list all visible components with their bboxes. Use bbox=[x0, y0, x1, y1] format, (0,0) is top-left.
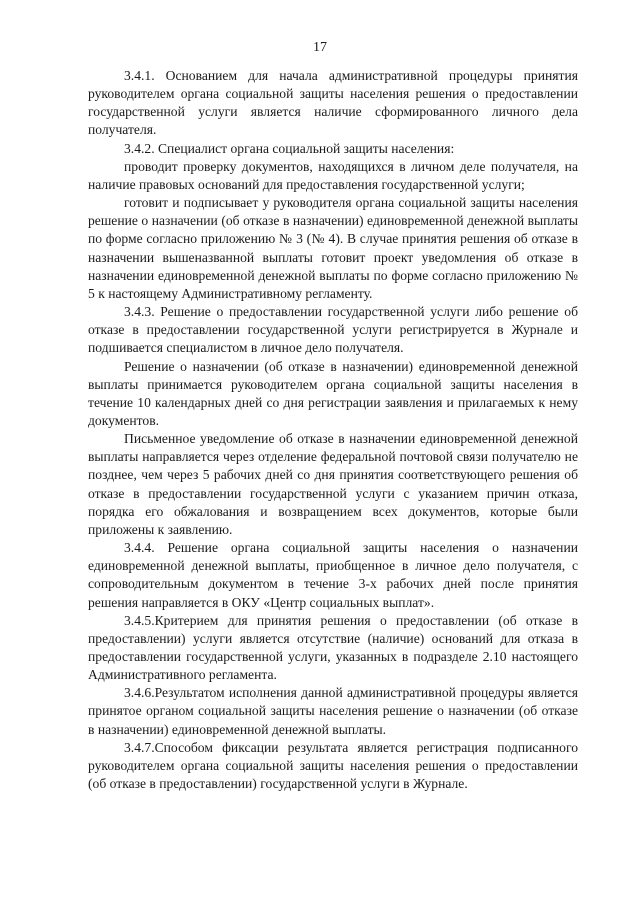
document-body bbox=[88, 67, 578, 793]
paragraph-document-check: проводит проверку документов, находящихся в личном деле получателя, на наличие правовых оснований для предоставления государственной услуги; bbox=[88, 158, 578, 192]
paragraph-3-4-3: 3.4.3. Решение о предоставлении государственной услуги либо решение об отказе в предоставлении государственной услуги регистрируется в Журнале и подшивается специалистом в личное дело получателя. bbox=[88, 304, 578, 356]
page-number: 17 bbox=[313, 40, 327, 55]
paragraph-refusal-notice: Письменное уведомление об отказе в назначении единовременной денежной выплаты направляется через отделение федеральной почтовой связи получателю не позднее, чем через 5 рабочих дней со дня принятия соответствующего решения об отказе в предоставлении государственной услуги с указанием причин отказа, порядка его обжалования и возвращением всех документов, которые были приложены к заявлению. bbox=[88, 431, 578, 537]
paragraph-3-4-7: 3.4.7.Способом фиксации результата является регистрация подписанного руководителем органа социальной защиты населения решения о предоставлении (об отказе в предоставлении) государственной услуги в Журнале. bbox=[88, 739, 578, 792]
paragraph-3-4-5: 3.4.5.Критерием для принятия решения о предоставлении (об отказе в предоставлении) услуги является отсутствие (наличие) оснований для отказа в предоставлении государственной услуги, указанных в подразделе 2.10 настоящего Административного регламента. bbox=[88, 612, 578, 683]
paragraph-decision-deadline: Решение о назначении (об отказе в назначении) единовременной денежной выплаты принимается руководителем органа социальной защиты населения в течение 10 календарных дней со дня регистрации заявления и прилагаемых к нему документов. bbox=[88, 358, 578, 428]
paragraph-prepare-decision: готовит и подписывает у руководителя органа социальной защиты населения решение о назначении (об отказе в назначении) единовременной денежной выплаты по форме согласно приложению № 3 (№ 4). В случае принятия решения об отказе в назначении вышеназванной выплаты готовит проект уведомления об отказе в назначении единовременной денежной выплаты по форме согласно приложению № 5 к настоящему Административному регламенту. bbox=[88, 195, 578, 301]
paragraph-3-4-6: 3.4.6.Результатом исполнения данной административной процедуры является принятое органом социальной защиты населения решение о назначении (об отказе в назначении) единовременной денежной выплаты. bbox=[88, 685, 578, 737]
paragraph-3-4-4: 3.4.4. Решение органа социальной защиты населения о назначении единовременной денежной выплаты, приобщенное в личное дело получателя, с сопроводительным документом в течение 3-х рабочих дней после принятия решения направляется в ОКУ «Центр социальных выплат». bbox=[88, 540, 578, 610]
paragraph-3-4-1: 3.4.1. Основанием для начала административной процедуры принятия руководителем органа социальной защиты населения решения о предоставлении государственной услуги является наличие сформированного личного дела получателя. bbox=[88, 68, 578, 138]
paragraph-3-4-2: 3.4.2. Специалист органа социальной защиты населения: bbox=[124, 140, 455, 156]
